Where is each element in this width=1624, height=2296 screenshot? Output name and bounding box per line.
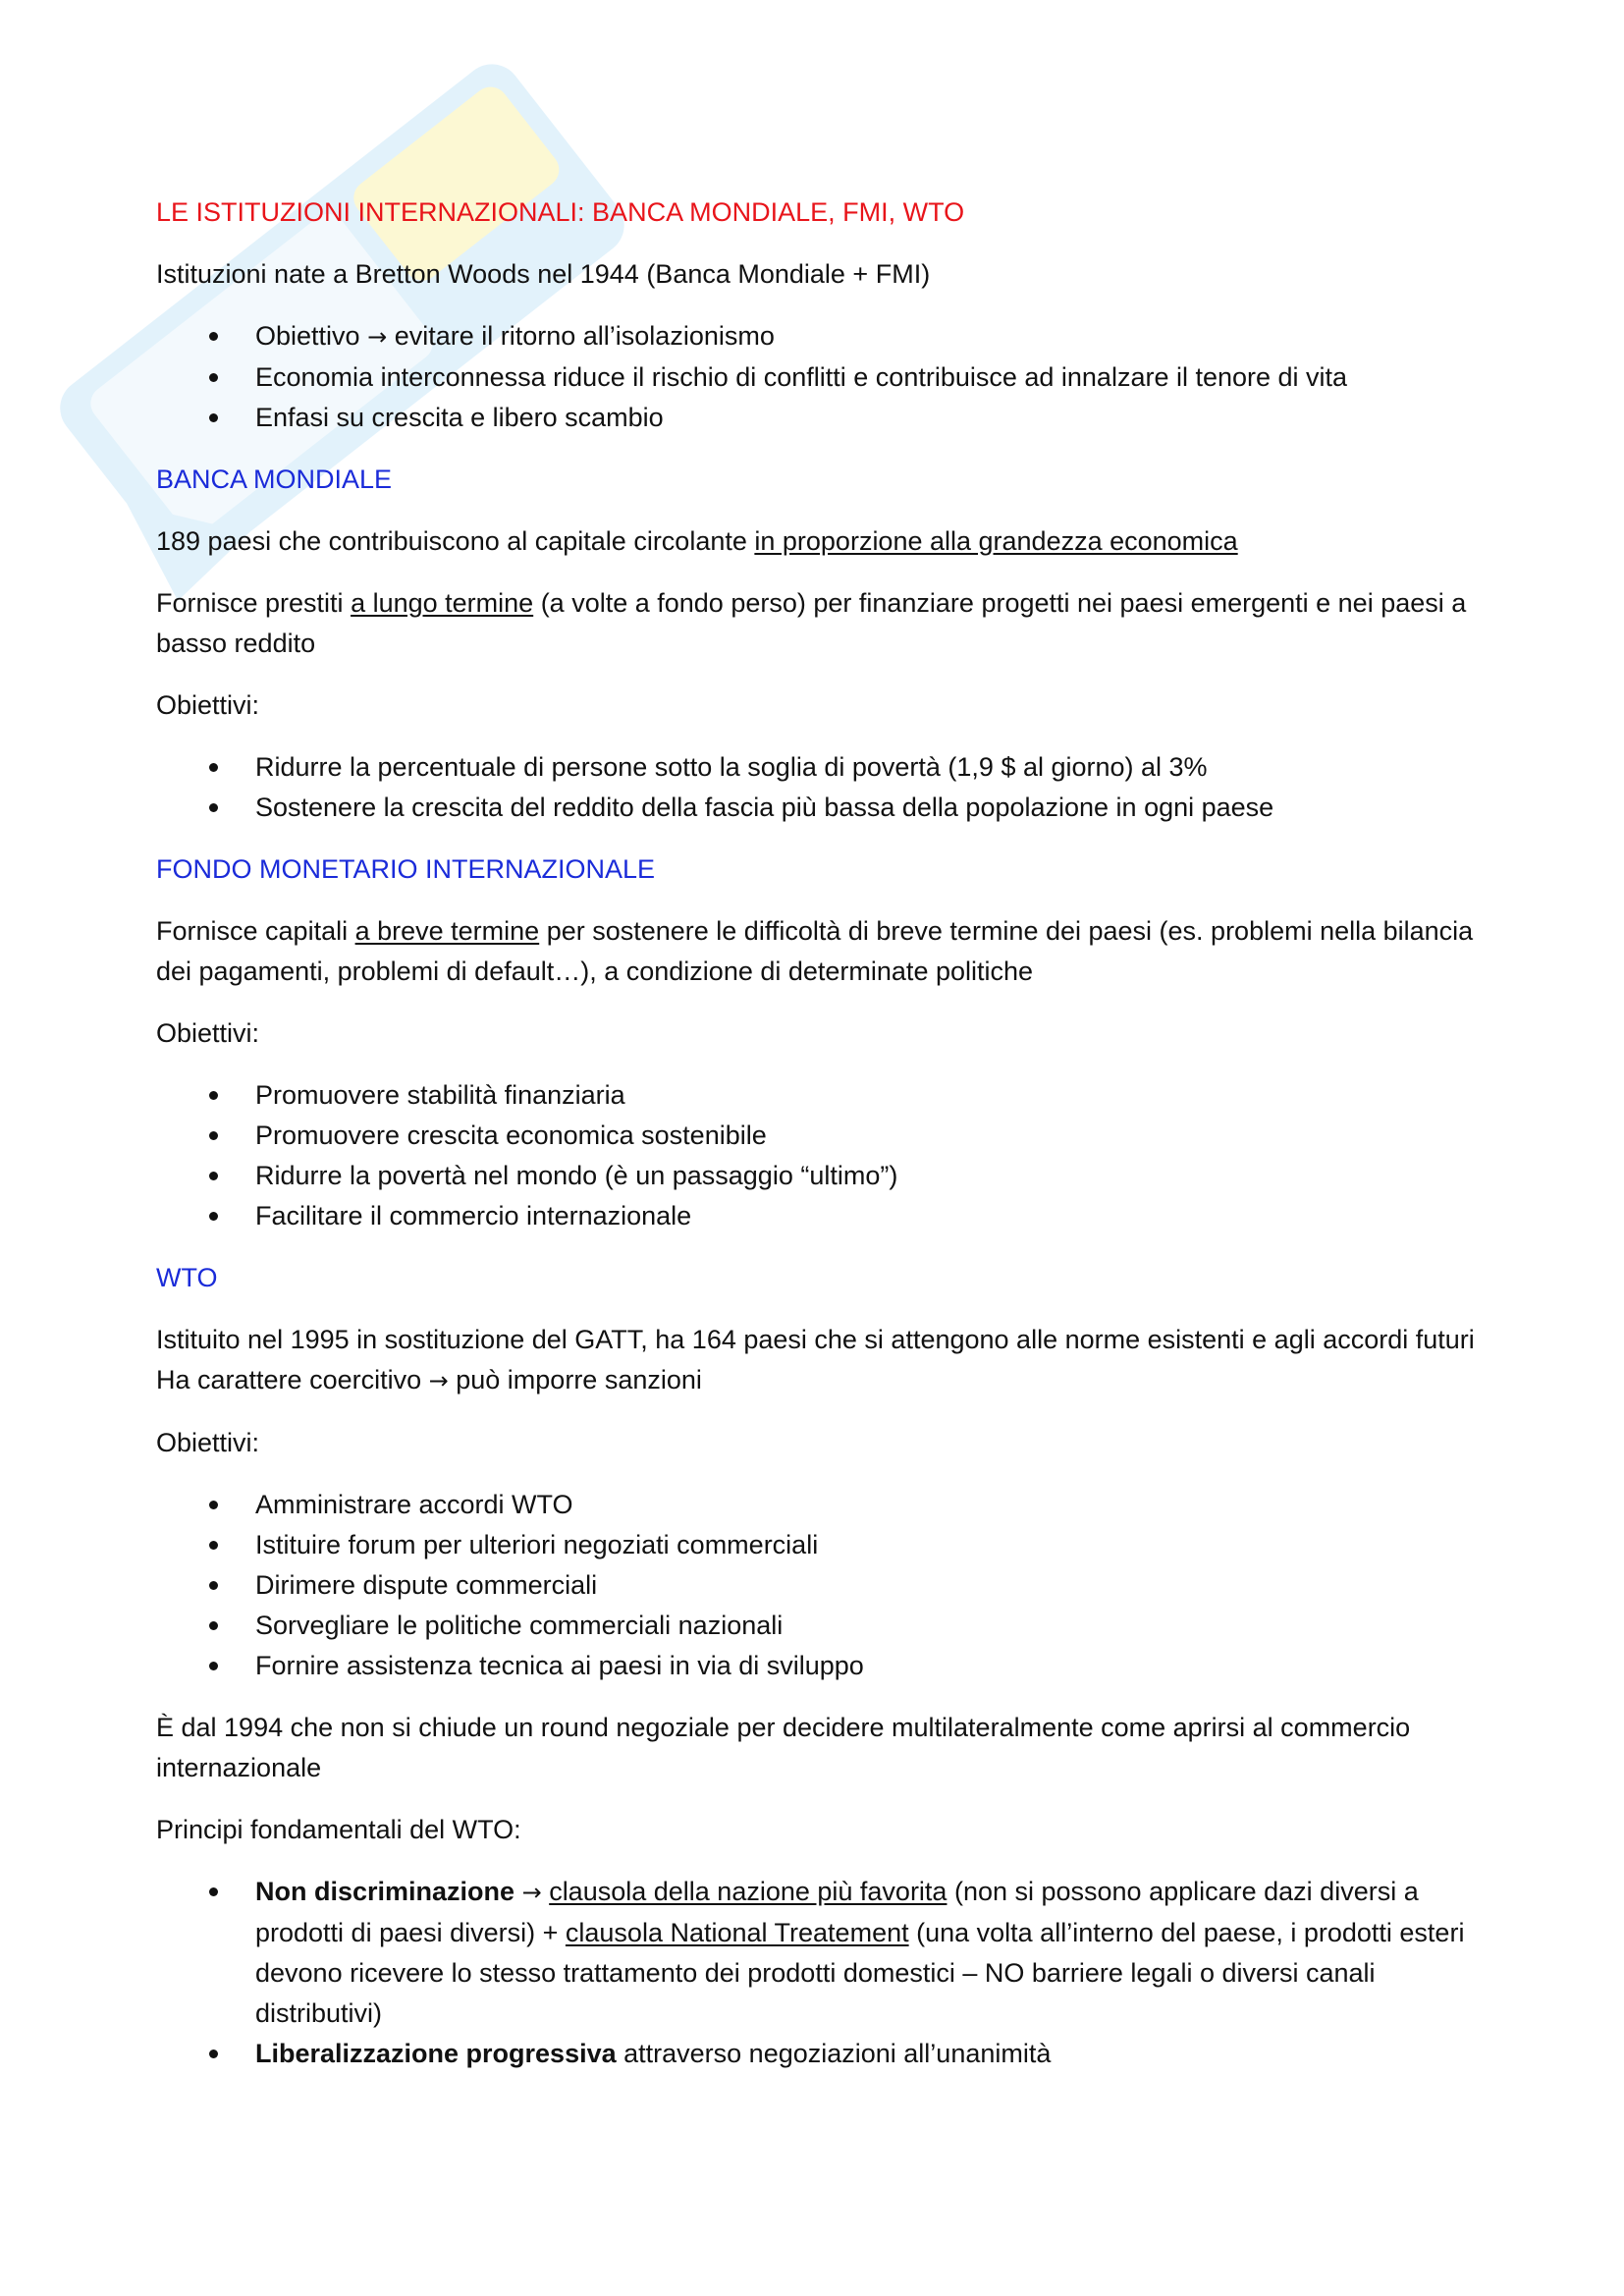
list-item: Sostenere la crescita del reddito della fascia più bassa della popolazione in ogni paese bbox=[156, 788, 1491, 828]
document-body bbox=[156, 192, 1491, 2096]
list-item: Promuovere stabilità finanziaria bbox=[156, 1075, 1491, 1116]
arrow-icon: → bbox=[367, 323, 388, 351]
banca-paragraph-2: Fornisce prestiti a lungo termine (a volte a fondo perso) per finanziare progetti nei paesi emergenti e nei paesi a basso reddito bbox=[156, 588, 1467, 658]
section-heading-wto: WTO bbox=[156, 1263, 218, 1292]
list-item: Amministrare accordi WTO bbox=[156, 1485, 1491, 1525]
list-item: Fornire assistenza tecnica ai paesi in via di sviluppo bbox=[156, 1646, 1491, 1686]
list-item: Obiettivo → evitare il ritorno all’isolazionismo bbox=[156, 316, 1491, 357]
banca-paragraph-1: 189 paesi che contribuiscono al capitale circolante in proporzione alla grandezza economica bbox=[156, 526, 1238, 556]
list-item: Facilitare il commercio internazionale bbox=[156, 1196, 1491, 1236]
document-title: LE ISTITUZIONI INTERNAZIONALI: BANCA MONDIALE, FMI, WTO bbox=[156, 197, 965, 227]
list-item: Istituire forum per ulteriori negoziati commerciali bbox=[156, 1525, 1491, 1565]
wto-principi-label: Principi fondamentali del WTO: bbox=[156, 1815, 521, 1844]
list-item: Non discriminazione → clausola della nazione più favorita (non si possono applicare dazi diversi a prodotti di paesi diversi) + clausola National Treatement (una volta all’interno del paese, i prodotti esteri devono ricevere lo stesso trattamento dei prodotti domestici – NO barriere legali o diversi canali distributivi) bbox=[156, 1872, 1491, 2034]
banca-obiettivi-list bbox=[156, 747, 1491, 828]
wto-obiettivi-label: Obiettivi: bbox=[156, 1428, 260, 1457]
list-item: Promuovere crescita economica sostenibile bbox=[156, 1116, 1491, 1156]
fmi-paragraph-1: Fornisce capitali a breve termine per sostenere le difficoltà di breve termine dei paesi (es. problemi nella bilancia dei pagamenti, problemi di default…), a condizione di determinate politiche bbox=[156, 916, 1474, 986]
list-item: Liberalizzazione progressiva attraverso negoziazioni all’unanimità bbox=[156, 2034, 1491, 2074]
list-item: Ridurre la percentuale di persone sotto la soglia di povertà (1,9 $ al giorno) al 3% bbox=[156, 747, 1491, 788]
wto-paragraph-1: Istituito nel 1995 in sostituzione del GATT, ha 164 paesi che si attengono alle norme esistenti e agli accordi futuri Ha carattere coercitivo → può imporre sanzioni bbox=[156, 1325, 1475, 1394]
section-heading-fmi: FONDO MONETARIO INTERNAZIONALE bbox=[156, 854, 656, 884]
arrow-icon: → bbox=[521, 1879, 542, 1906]
intro-list bbox=[156, 316, 1491, 438]
list-item: Sorvegliare le politiche commerciali nazionali bbox=[156, 1606, 1491, 1646]
section-heading-banca-mondiale: BANCA MONDIALE bbox=[156, 465, 393, 494]
list-item: Ridurre la povertà nel mondo (è un passaggio “ultimo”) bbox=[156, 1156, 1491, 1196]
wto-obiettivi-list bbox=[156, 1485, 1491, 1686]
wto-principi-list bbox=[156, 1872, 1491, 2074]
list-item: Dirimere dispute commerciali bbox=[156, 1565, 1491, 1606]
intro-paragraph: Istituzioni nate a Bretton Woods nel 1944 (Banca Mondiale + FMI) bbox=[156, 259, 931, 289]
wto-paragraph-2: È dal 1994 che non si chiude un round negoziale per decidere multilateralmente come aprirsi al commercio internazionale bbox=[156, 1713, 1411, 1782]
fmi-obiettivi-list bbox=[156, 1075, 1491, 1236]
list-item: Economia interconnessa riduce il rischio di conflitti e contribuisce ad innalzare il tenore di vita bbox=[156, 357, 1491, 398]
banca-obiettivi-label: Obiettivi: bbox=[156, 690, 260, 720]
list-item: Enfasi su crescita e libero scambio bbox=[156, 398, 1491, 438]
fmi-obiettivi-label: Obiettivi: bbox=[156, 1018, 260, 1048]
arrow-icon: → bbox=[428, 1367, 449, 1394]
